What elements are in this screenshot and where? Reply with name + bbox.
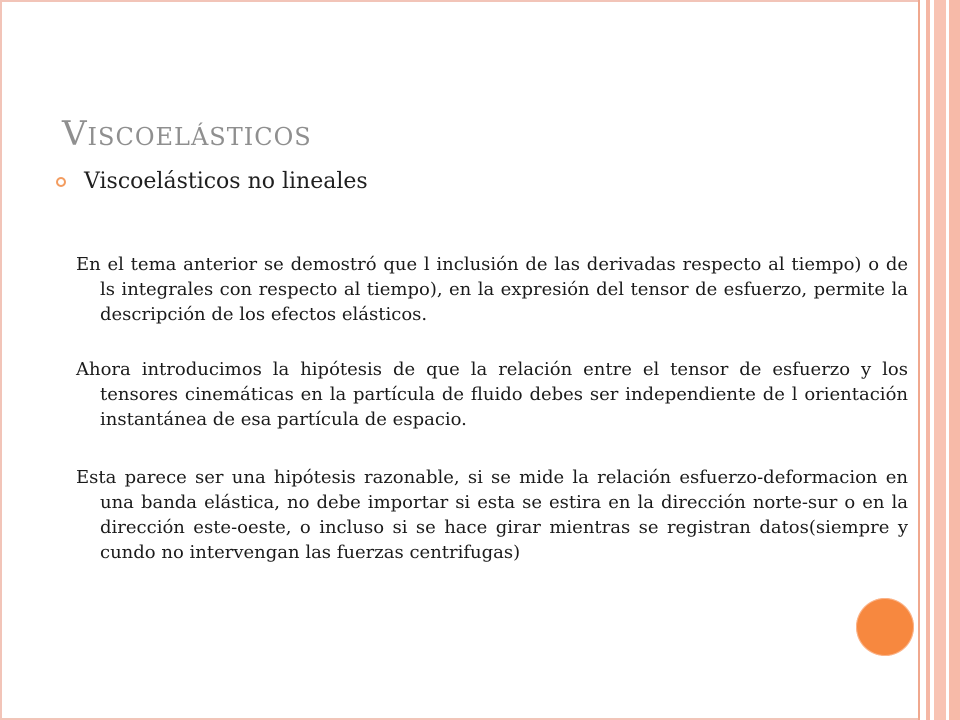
orange-circle-decor-icon [856,598,914,656]
bullet-text: Viscoelásticos no lineales [84,168,368,194]
circle-bullet-icon [56,177,66,187]
paragraph-2: Ahora introducimos la hipótesis de que la relación entre el tensor de esfuerzo y los tensores cinemáticas en la partícula de fluido debes ser independiente de l orientación instantánea de esa partícula de espacio. [76,359,908,430]
slide-title: Viscoelásticos [62,114,312,154]
bullet-item [56,165,368,197]
decor-band [949,0,960,720]
paragraph-3: Esta parece ser una hipótesis razonable, si se mide la relación esfuerzo-deformacion en una banda elástica, no debe importar si esta se estira en la dirección norte-sur o en la dirección este-oeste, o incluso si se hace girar mientras se registran datos(siempre y cundo no intervengan las fuerzas centrifugas) [76,467,908,563]
paragraph-1: En el tema anterior se demostró que l inclusión de las derivadas respecto al tiempo) o de ls integrales con respecto al tiempo), en la expresión del tensor de esfuerzo, permite la descripción de los efectos elásticos. [76,254,908,325]
decor-band [934,0,946,720]
